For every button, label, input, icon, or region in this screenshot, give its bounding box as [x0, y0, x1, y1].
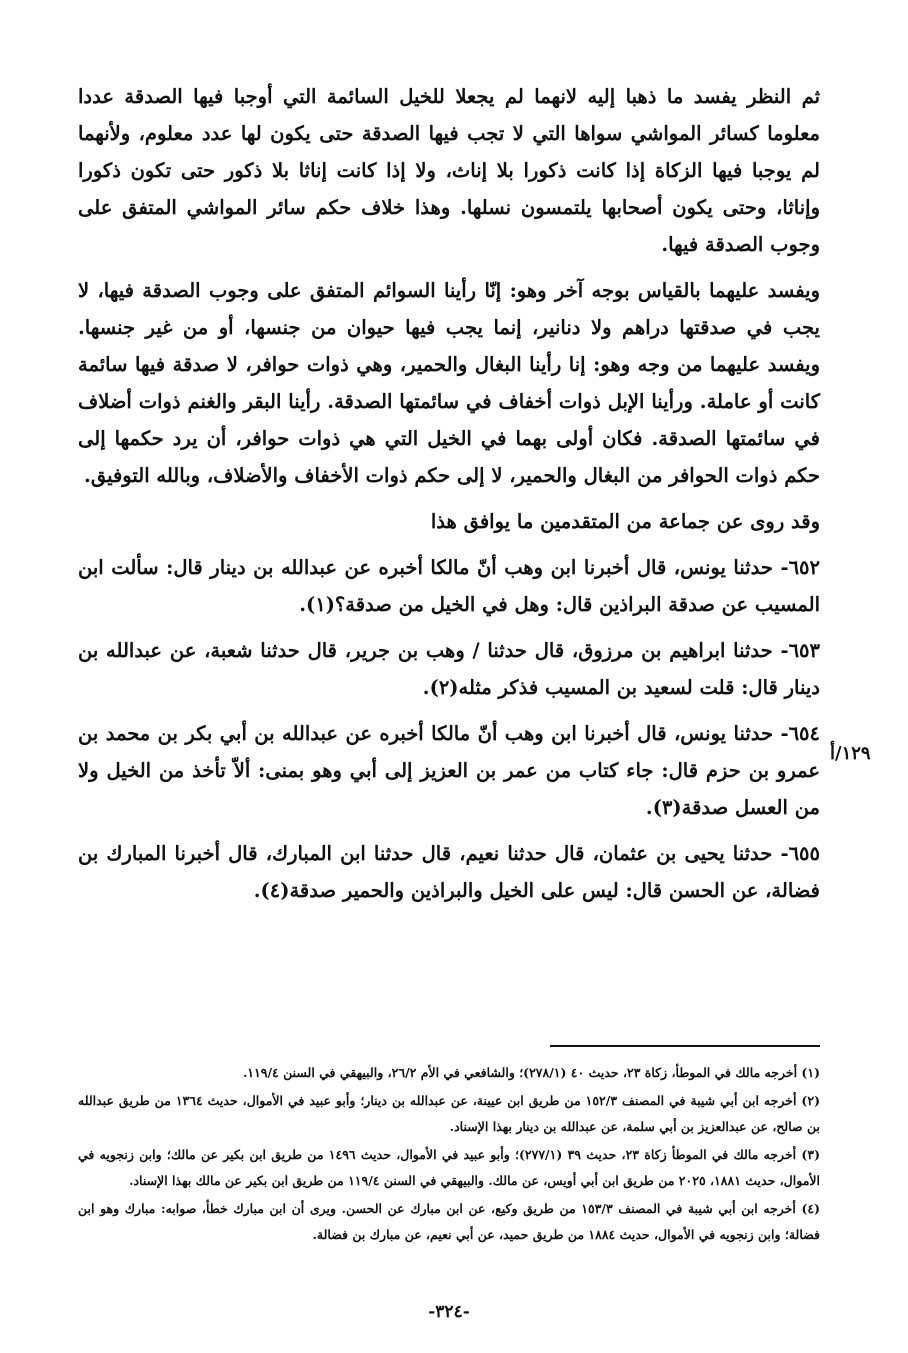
page-number: -٣٢٤- — [428, 1302, 470, 1322]
paragraph-argument-2: ويفسد عليهما بالقياس بوجه آخر وهو: إنّا رأينا السوائم المتفق على وجوب الصدقة فيها، لا يجب في صدقتها دراهم ولا دنانير، إنما يجب فيها حيوان من جنسها، أو من غير جنسها. ويفسد عليهما من وجه وهو: إنا رأينا البغال والحمير، وهي ذوات حوافر، لا صدقة فيها سائمة كانت أو عاملة. ورأينا الإبل ذوات أخفاف في سائمتها الصدقة. رأينا البقر والغنم ذوات أضلاف في سائمتها الصدقة. فكان أولى بهما في الخيل التي هي ذوات حوافر، أن يرد حكمها إلى حكم ذوات الحوافر من البغال والحمير، لا إلى حكم ذوات الأخفاف والأضلاف، وبالله التوفيق. — [78, 279, 820, 487]
paragraph-argument-1: ثم النظر يفسد ما ذهبا إليه لانهما لم يجعلا للخيل السائمة التي أوجبا فيها الصدقة عددا معلوما كسائر المواشي سواها التي لا تجب فيها الصدقة حتى يكون لها عدد معلوم، ولأنهما لم يوجبا فيها الزكاة إذا كانت ذكورا بلا إناث، ولا إذا كانت إناثا بلا ذكور حتى تكون ذكورا وإناثا، وحتى يكون أصحابها يلتمسون نسلها. وهذا خلاف حكم سائر المواشي المتفق على وجوب الصدقة فيها. — [78, 85, 820, 256]
paragraph-intro-narrations: وقد روى عن جماعة من المتقدمين ما يوافق هذا — [430, 510, 820, 533]
footnote-4: (٤) أخرجه ابن أبي شيبة في المصنف ١٥٣/٣ من طريق وكيع، عن ابن مبارك عن الحسن. ويرى أن ابن مبارك خطأ، صوابه: مبارك وهو ابن فضالة؛ وابن زنجويه في الأموال، حديث ١٨٨٤ من طريق حميد، عن أبي نعيم، عن مبارك بن فضالة. — [78, 1201, 820, 1242]
manuscript-folio-note: ١٢٩/أ — [830, 743, 871, 764]
footnote-3: (٣) أخرجه مالك في الموطأ زكاة ٢٣، حديث ٣٩ (٢٧٧/١)؛ وأبو عبيد في الأموال، حديث ١٤٩٦ من طريق ابن بكير عن مالك؛ وابن زنجويه في الأموال، حديث ١٨٨١، ٢٠٢٥ من طريق ابن أبي أويس، عن مالك. والبيهقي في السنن ١١٩/٤ من طريق ابن بكير عن مالك بهذا الإسناد. — [78, 1147, 820, 1188]
main-text — [78, 78, 820, 909]
book-page — [78, 78, 871, 1322]
hadith-655: ٦٥٥- حدثنا يحيى بن عثمان، قال حدثنا نعيم، قال حدثنا ابن المبارك، قال أخبرنا المبارك بن فضالة، عن الحسن قال: ليس على الخيل والبراذين والحمير صدقة(٤). — [78, 842, 820, 902]
footnote-1: (١) أخرجه مالك في الموطأ، زكاة ٢٣، حديث ٤٠ (٢٧٨/١)؛ والشافعي في الأم ٢٦/٢، والبيهقي في السنن ١١٩/٤. — [242, 1065, 820, 1080]
hadith-654: ٦٥٤- حدثنا يونس، قال أخبرنا ابن وهب أنّ مالكا أخبره عن عبدالله بن أبي بكر بن محمد بن عمرو بن حزم قال: جاء كتاب من عمر بن العزيز إلى أبي وهو بمنى: ألاّ تأخذ من الخيل ولا من العسل صدقة(٣). — [78, 722, 820, 819]
footnote-2: (٢) أخرجه ابن أبي شيبة في المصنف ١٥٢/٣ من طريق ابن عيينة، عن عبدالله بن دينار؛ وأبو عبيد في الأموال، حديث ١٣٦٤ من طريق عبدالله بن صالح، عن عبدالعزيز بن أبي سلمة، عن عبدالله بن دينار بهذا الإسناد. — [78, 1093, 820, 1134]
footnotes — [78, 1060, 820, 1250]
hadith-653: ٦٥٣- حدثنا ابراهيم بن مرزوق، قال حدثنا / وهب بن جرير، قال حدثنا شعبة، عن عبدالله بن دينار قال: قلت لسعيد بن المسيب فذكر مثله(٢). — [78, 639, 820, 699]
footnote-separator — [550, 1045, 820, 1047]
hadith-652: ٦٥٢- حدثنا يونس، قال أخبرنا ابن وهب أنّ مالكا أخبره عن عبدالله بن دينار قال: سألت ابن المسيب عن صدقة البراذين قال: وهل في الخيل من صدقة؟(١). — [78, 556, 820, 616]
